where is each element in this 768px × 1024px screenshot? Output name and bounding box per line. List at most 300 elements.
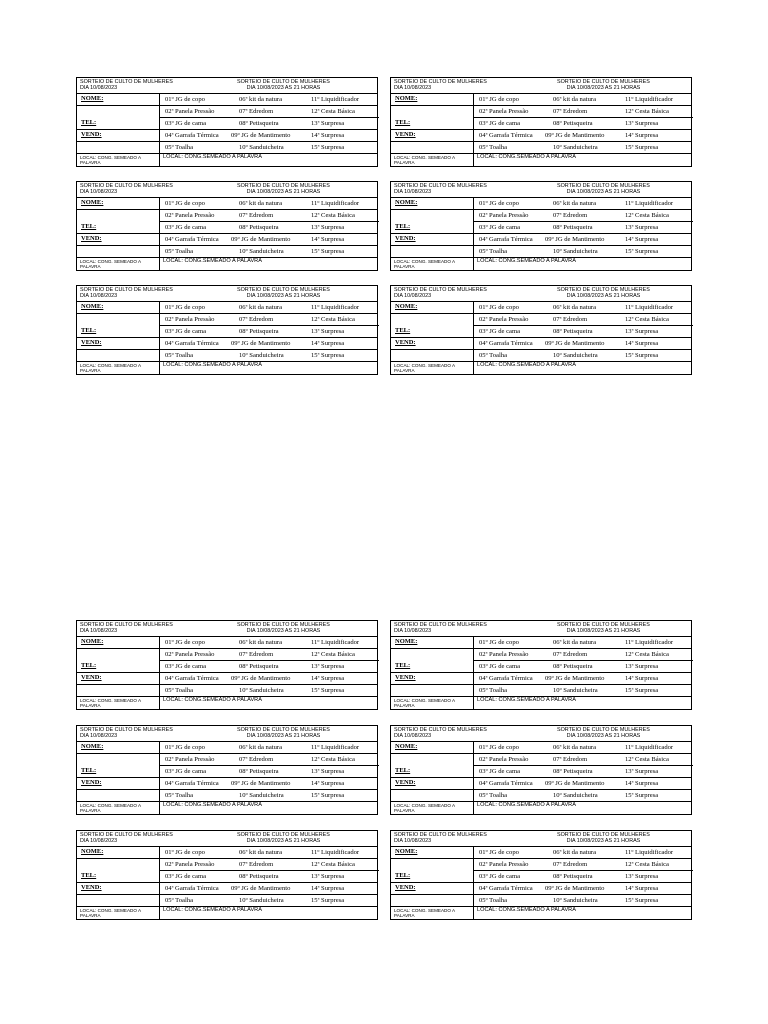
tel-label: TEL: bbox=[81, 119, 97, 126]
header-right-date: DIA 10/08/2023 AS 21 HORAS bbox=[566, 838, 641, 845]
footer-location: LOCAL: CONG.SEMEADO A PALAVRA bbox=[477, 802, 576, 808]
prize-09: 09º JG de Mantimento bbox=[545, 339, 605, 347]
ticket-footer bbox=[391, 153, 691, 165]
header-right bbox=[237, 727, 330, 739]
prize-14: 14ª Surpresa bbox=[311, 235, 345, 243]
raffle-ticket bbox=[390, 830, 692, 920]
nome-label: NOME: bbox=[81, 638, 104, 645]
prize-15: 15ª Surpresa bbox=[625, 351, 659, 359]
prize-12: 12ª Cesta Básica bbox=[625, 860, 669, 868]
ticket-footer bbox=[391, 696, 691, 708]
prize-06: 06ª kit da natura bbox=[239, 743, 283, 751]
header-right bbox=[557, 727, 650, 739]
prize-06: 06ª kit da natura bbox=[239, 638, 283, 646]
ticket-header bbox=[77, 182, 377, 198]
header-left bbox=[80, 832, 173, 844]
footer-left bbox=[394, 803, 455, 813]
footer-left-line1: LOCAL: CONG. SEMEADO A bbox=[394, 698, 456, 703]
footer-location: LOCAL: CONG.SEMEADO A PALAVRA bbox=[163, 362, 262, 368]
footer-left bbox=[80, 363, 141, 373]
prize-09: 09º JG de Mantimento bbox=[231, 779, 291, 787]
header-right bbox=[237, 832, 330, 844]
tel-label: TEL: bbox=[81, 662, 97, 669]
footer-left-line2: PALAVRA bbox=[394, 913, 415, 919]
header-right bbox=[237, 79, 330, 91]
footer-left-line2: PALAVRA bbox=[80, 703, 101, 709]
header-left bbox=[394, 79, 487, 91]
prize-01: 01º JG de copo bbox=[165, 638, 205, 646]
prize-01: 01º JG de copo bbox=[165, 95, 205, 103]
header-left-date: DIA 10/08/2023 bbox=[80, 189, 118, 196]
prize-02: 02ª Panela Pressão bbox=[165, 860, 215, 868]
footer-left-line2: PALAVRA bbox=[394, 160, 415, 166]
footer-left-line1: LOCAL: CONG. SEMEADO A bbox=[80, 259, 142, 264]
tel-label: TEL: bbox=[81, 223, 97, 230]
header-right-date: DIA 10/08/2023 AS 21 HORAS bbox=[566, 733, 641, 740]
header-left bbox=[80, 79, 173, 91]
prize-12: 12ª Cesta Básica bbox=[625, 315, 669, 323]
prize-07: 07ª Edredom bbox=[553, 860, 588, 868]
vend-label: VEND: bbox=[81, 131, 102, 138]
header-left bbox=[394, 832, 487, 844]
prize-05: 05º Toalha bbox=[479, 351, 508, 359]
prize-13: 13ª Surpresa bbox=[625, 872, 659, 880]
header-right-date: DIA 10/08/2023 AS 21 HORAS bbox=[246, 85, 321, 92]
prize-05: 05º Toalha bbox=[165, 791, 194, 799]
header-right bbox=[557, 183, 650, 195]
ticket-footer bbox=[77, 361, 377, 373]
prize-05: 05º Toalha bbox=[165, 896, 194, 904]
header-left-date: DIA 10/08/2023 bbox=[394, 189, 432, 196]
prize-13: 13ª Surpresa bbox=[625, 767, 659, 775]
prize-13: 13ª Surpresa bbox=[311, 767, 345, 775]
ticket-header bbox=[77, 621, 377, 637]
nome-label: NOME: bbox=[81, 743, 104, 750]
header-left bbox=[394, 287, 487, 299]
prize-11: 11º Liquidificador bbox=[311, 303, 360, 311]
prize-01: 01º JG de copo bbox=[165, 199, 205, 207]
header-left-title: SORTEIO DE CULTO DE MULHERES bbox=[394, 832, 487, 838]
vend-label: VEND: bbox=[81, 674, 102, 681]
prize-04: 04ª Garrafa Térmica bbox=[479, 235, 533, 243]
footer-left-line2: PALAVRA bbox=[80, 160, 101, 166]
prize-15: 15ª Surpresa bbox=[625, 791, 659, 799]
prize-05: 05º Toalha bbox=[165, 686, 194, 694]
vend-label: VEND: bbox=[81, 884, 102, 891]
prize-12: 12ª Cesta Básica bbox=[625, 107, 669, 115]
prize-04: 04ª Garrafa Térmica bbox=[479, 674, 533, 682]
prize-04: 04ª Garrafa Térmica bbox=[479, 131, 533, 139]
prize-15: 15ª Surpresa bbox=[311, 686, 345, 694]
footer-left bbox=[394, 908, 455, 918]
prize-15: 15ª Surpresa bbox=[311, 143, 345, 151]
header-right-title: SORTEIO DE CULTO DE MULHERES bbox=[237, 832, 330, 838]
prize-05: 05º Toalha bbox=[165, 351, 194, 359]
prize-05: 05º Toalha bbox=[479, 686, 508, 694]
prize-01: 01º JG de copo bbox=[479, 743, 519, 751]
header-left-date: DIA 10/08/2023 bbox=[80, 733, 118, 740]
prize-01: 01º JG de copo bbox=[479, 95, 519, 103]
prize-08: 08º Petisqueira bbox=[239, 327, 279, 335]
footer-location: LOCAL: CONG.SEMEADO A PALAVRA bbox=[477, 258, 576, 264]
footer-left bbox=[80, 908, 141, 918]
prize-12: 12ª Cesta Básica bbox=[625, 211, 669, 219]
header-left-title: SORTEIO DE CULTO DE MULHERES bbox=[80, 727, 173, 733]
prize-13: 13ª Surpresa bbox=[311, 872, 345, 880]
prize-14: 14ª Surpresa bbox=[625, 339, 659, 347]
prize-12: 12ª Cesta Básica bbox=[625, 650, 669, 658]
footer-left-line1: LOCAL: CONG. SEMEADO A bbox=[394, 908, 456, 913]
prize-09: 09º JG de Mantimento bbox=[545, 235, 605, 243]
header-left-title: SORTEIO DE CULTO DE MULHERES bbox=[394, 287, 487, 293]
ticket-header bbox=[391, 286, 691, 302]
header-left-date: DIA 10/08/2023 bbox=[394, 293, 432, 300]
footer-left-line2: PALAVRA bbox=[80, 808, 101, 814]
vend-label: VEND: bbox=[395, 674, 416, 681]
prize-12: 12ª Cesta Básica bbox=[311, 755, 355, 763]
nome-label: NOME: bbox=[395, 303, 418, 310]
footer-left-line2: PALAVRA bbox=[394, 368, 415, 374]
prize-06: 06ª kit da natura bbox=[553, 638, 597, 646]
prize-01: 01º JG de copo bbox=[479, 303, 519, 311]
prize-11: 11º Liquidificador bbox=[311, 638, 360, 646]
footer-left-line1: LOCAL: CONG. SEMEADO A bbox=[80, 155, 142, 160]
vend-label: VEND: bbox=[395, 779, 416, 786]
prize-07: 07ª Edredom bbox=[239, 650, 274, 658]
prize-01: 01º JG de copo bbox=[479, 199, 519, 207]
prize-10: 10º Sanduicheira bbox=[239, 686, 284, 694]
prize-15: 15ª Surpresa bbox=[625, 686, 659, 694]
header-left-title: SORTEIO DE CULTO DE MULHERES bbox=[80, 832, 173, 838]
prize-10: 10º Sanduicheira bbox=[553, 791, 598, 799]
prize-09: 09º JG de Mantimento bbox=[231, 339, 291, 347]
header-right-title: SORTEIO DE CULTO DE MULHERES bbox=[237, 287, 330, 293]
vend-label: VEND: bbox=[395, 339, 416, 346]
ticket-header bbox=[391, 621, 691, 637]
prize-07: 07ª Edredom bbox=[553, 650, 588, 658]
prize-09: 09º JG de Mantimento bbox=[231, 674, 291, 682]
prize-03: 03º JG de cama bbox=[165, 119, 207, 127]
prize-06: 06ª kit da natura bbox=[239, 303, 283, 311]
prize-02: 02ª Panela Pressão bbox=[165, 107, 215, 115]
prize-02: 02ª Panela Pressão bbox=[479, 755, 529, 763]
footer-left bbox=[80, 698, 141, 708]
ticket-header bbox=[77, 831, 377, 847]
header-right-date: DIA 10/08/2023 AS 21 HORAS bbox=[566, 293, 641, 300]
header-right-date: DIA 10/08/2023 AS 21 HORAS bbox=[246, 838, 321, 845]
header-left bbox=[394, 622, 487, 634]
ticket-footer bbox=[77, 696, 377, 708]
prize-13: 13ª Surpresa bbox=[625, 223, 659, 231]
prize-10: 10º Sanduicheira bbox=[239, 247, 284, 255]
prize-06: 06ª kit da natura bbox=[239, 848, 283, 856]
header-right bbox=[237, 622, 330, 634]
prize-05: 05º Toalha bbox=[165, 143, 194, 151]
footer-location: LOCAL: CONG.SEMEADO A PALAVRA bbox=[163, 697, 262, 703]
prize-05: 05º Toalha bbox=[479, 143, 508, 151]
nome-label: NOME: bbox=[395, 199, 418, 206]
header-left bbox=[394, 727, 487, 739]
prize-14: 14ª Surpresa bbox=[625, 235, 659, 243]
header-right-title: SORTEIO DE CULTO DE MULHERES bbox=[237, 622, 330, 628]
prize-03: 03º JG de cama bbox=[165, 767, 207, 775]
prize-10: 10º Sanduicheira bbox=[553, 896, 598, 904]
header-left-title: SORTEIO DE CULTO DE MULHERES bbox=[80, 183, 173, 189]
nome-label: NOME: bbox=[395, 95, 418, 102]
prize-07: 07ª Edredom bbox=[239, 107, 274, 115]
prize-07: 07ª Edredom bbox=[553, 107, 588, 115]
prize-02: 02ª Panela Pressão bbox=[165, 315, 215, 323]
prize-11: 11º Liquidificador bbox=[625, 303, 674, 311]
footer-location: LOCAL: CONG.SEMEADO A PALAVRA bbox=[477, 907, 576, 913]
tel-label: TEL: bbox=[81, 327, 97, 334]
prize-04: 04ª Garrafa Térmica bbox=[165, 884, 219, 892]
ticket-footer bbox=[77, 906, 377, 918]
prize-03: 03º JG de cama bbox=[165, 327, 207, 335]
header-left bbox=[80, 622, 173, 634]
prize-06: 06ª kit da natura bbox=[553, 303, 597, 311]
prize-14: 14ª Surpresa bbox=[311, 674, 345, 682]
ticket-footer bbox=[77, 257, 377, 269]
prize-01: 01º JG de copo bbox=[165, 303, 205, 311]
header-right-date: DIA 10/08/2023 AS 21 HORAS bbox=[566, 189, 641, 196]
nome-label: NOME: bbox=[81, 199, 104, 206]
prize-14: 14ª Surpresa bbox=[311, 131, 345, 139]
prize-08: 08º Petisqueira bbox=[239, 119, 279, 127]
prize-10: 10º Sanduicheira bbox=[239, 351, 284, 359]
nome-label: NOME: bbox=[81, 95, 104, 102]
header-right bbox=[237, 183, 330, 195]
prize-11: 11º Liquidificador bbox=[311, 199, 360, 207]
prize-03: 03º JG de cama bbox=[165, 872, 207, 880]
prize-01: 01º JG de copo bbox=[479, 638, 519, 646]
header-right-title: SORTEIO DE CULTO DE MULHERES bbox=[557, 727, 650, 733]
prize-12: 12ª Cesta Básica bbox=[311, 315, 355, 323]
raffle-ticket bbox=[76, 285, 378, 375]
header-left-date: DIA 10/08/2023 bbox=[80, 838, 118, 845]
ticket-footer bbox=[391, 801, 691, 813]
prize-15: 15ª Surpresa bbox=[311, 247, 345, 255]
prize-04: 04ª Garrafa Térmica bbox=[165, 235, 219, 243]
prize-04: 04ª Garrafa Térmica bbox=[479, 884, 533, 892]
prize-06: 06ª kit da natura bbox=[239, 95, 283, 103]
header-left-date: DIA 10/08/2023 bbox=[394, 838, 432, 845]
vend-label: VEND: bbox=[81, 779, 102, 786]
prize-07: 07ª Edredom bbox=[553, 315, 588, 323]
prize-02: 02ª Panela Pressão bbox=[165, 211, 215, 219]
prize-08: 08º Petisqueira bbox=[239, 872, 279, 880]
header-right bbox=[237, 287, 330, 299]
prize-11: 11º Liquidificador bbox=[311, 848, 360, 856]
prize-01: 01º JG de copo bbox=[479, 848, 519, 856]
header-left-title: SORTEIO DE CULTO DE MULHERES bbox=[80, 79, 173, 85]
prize-04: 04ª Garrafa Térmica bbox=[165, 674, 219, 682]
prize-15: 15ª Surpresa bbox=[311, 896, 345, 904]
prize-03: 03º JG de cama bbox=[479, 767, 521, 775]
raffle-ticket bbox=[390, 725, 692, 815]
header-right-title: SORTEIO DE CULTO DE MULHERES bbox=[557, 832, 650, 838]
header-right-title: SORTEIO DE CULTO DE MULHERES bbox=[237, 79, 330, 85]
vend-label: VEND: bbox=[81, 339, 102, 346]
prize-09: 09º JG de Mantimento bbox=[545, 131, 605, 139]
prize-10: 10º Sanduicheira bbox=[553, 686, 598, 694]
prize-12: 12ª Cesta Básica bbox=[311, 107, 355, 115]
prize-02: 02ª Panela Pressão bbox=[479, 211, 529, 219]
prize-08: 08º Petisqueira bbox=[553, 223, 593, 231]
footer-left-line2: PALAVRA bbox=[80, 264, 101, 270]
prize-13: 13ª Surpresa bbox=[625, 662, 659, 670]
prize-14: 14ª Surpresa bbox=[625, 884, 659, 892]
prize-11: 11º Liquidificador bbox=[311, 743, 360, 751]
header-right-date: DIA 10/08/2023 AS 21 HORAS bbox=[246, 293, 321, 300]
prize-07: 07ª Edredom bbox=[239, 860, 274, 868]
prize-13: 13ª Surpresa bbox=[311, 662, 345, 670]
raffle-ticket bbox=[390, 77, 692, 167]
footer-left-line2: PALAVRA bbox=[394, 264, 415, 270]
vend-label: VEND: bbox=[81, 235, 102, 242]
header-left-date: DIA 10/08/2023 bbox=[394, 628, 432, 635]
vend-label: VEND: bbox=[395, 235, 416, 242]
footer-location: LOCAL: CONG.SEMEADO A PALAVRA bbox=[163, 258, 262, 264]
header-left-title: SORTEIO DE CULTO DE MULHERES bbox=[394, 79, 487, 85]
header-left-title: SORTEIO DE CULTO DE MULHERES bbox=[80, 287, 173, 293]
header-right-title: SORTEIO DE CULTO DE MULHERES bbox=[557, 287, 650, 293]
footer-left-line1: LOCAL: CONG. SEMEADO A bbox=[80, 908, 142, 913]
header-right-title: SORTEIO DE CULTO DE MULHERES bbox=[557, 622, 650, 628]
prize-08: 08º Petisqueira bbox=[553, 662, 593, 670]
prize-15: 15ª Surpresa bbox=[625, 896, 659, 904]
prize-09: 09º JG de Mantimento bbox=[231, 884, 291, 892]
nome-label: NOME: bbox=[81, 303, 104, 310]
footer-left-line1: LOCAL: CONG. SEMEADO A bbox=[394, 259, 456, 264]
footer-left bbox=[394, 259, 455, 269]
footer-left bbox=[80, 259, 141, 269]
prize-12: 12ª Cesta Básica bbox=[311, 860, 355, 868]
prize-05: 05º Toalha bbox=[479, 247, 508, 255]
header-right-date: DIA 10/08/2023 AS 21 HORAS bbox=[246, 628, 321, 635]
prize-14: 14ª Surpresa bbox=[625, 131, 659, 139]
prize-11: 11º Liquidificador bbox=[625, 199, 674, 207]
footer-location: LOCAL: CONG.SEMEADO A PALAVRA bbox=[477, 697, 576, 703]
prize-02: 02ª Panela Pressão bbox=[165, 755, 215, 763]
header-left-title: SORTEIO DE CULTO DE MULHERES bbox=[394, 183, 487, 189]
raffle-ticket bbox=[76, 77, 378, 167]
ticket-header bbox=[77, 726, 377, 742]
raffle-ticket bbox=[76, 830, 378, 920]
prize-08: 08º Petisqueira bbox=[553, 327, 593, 335]
prize-08: 08º Petisqueira bbox=[239, 662, 279, 670]
prize-02: 02ª Panela Pressão bbox=[479, 860, 529, 868]
prize-10: 10º Sanduicheira bbox=[553, 143, 598, 151]
prize-12: 12ª Cesta Básica bbox=[625, 755, 669, 763]
header-left-title: SORTEIO DE CULTO DE MULHERES bbox=[80, 622, 173, 628]
footer-left-line1: LOCAL: CONG. SEMEADO A bbox=[394, 803, 456, 808]
ticket-header bbox=[391, 726, 691, 742]
prize-03: 03º JG de cama bbox=[165, 223, 207, 231]
footer-location: LOCAL: CONG.SEMEADO A PALAVRA bbox=[477, 154, 576, 160]
footer-left-line1: LOCAL: CONG. SEMEADO A bbox=[80, 363, 142, 368]
raffle-ticket bbox=[390, 181, 692, 271]
prize-07: 07ª Edredom bbox=[553, 755, 588, 763]
footer-left bbox=[394, 155, 455, 165]
prize-13: 13ª Surpresa bbox=[311, 119, 345, 127]
prize-03: 03º JG de cama bbox=[479, 223, 521, 231]
tel-label: TEL: bbox=[81, 767, 97, 774]
header-left bbox=[80, 183, 173, 195]
prize-10: 10º Sanduicheira bbox=[553, 247, 598, 255]
nome-label: NOME: bbox=[395, 848, 418, 855]
prize-09: 09º JG de Mantimento bbox=[545, 674, 605, 682]
header-right bbox=[557, 832, 650, 844]
header-left-date: DIA 10/08/2023 bbox=[80, 628, 118, 635]
ticket-footer bbox=[391, 906, 691, 918]
header-right bbox=[557, 287, 650, 299]
vend-label: VEND: bbox=[395, 131, 416, 138]
header-right-title: SORTEIO DE CULTO DE MULHERES bbox=[237, 727, 330, 733]
header-left bbox=[80, 727, 173, 739]
prize-05: 05º Toalha bbox=[165, 247, 194, 255]
footer-left-line2: PALAVRA bbox=[80, 913, 101, 919]
ticket-header bbox=[391, 78, 691, 94]
header-right-title: SORTEIO DE CULTO DE MULHERES bbox=[237, 183, 330, 189]
prize-14: 14ª Surpresa bbox=[311, 779, 345, 787]
header-left-title: SORTEIO DE CULTO DE MULHERES bbox=[394, 622, 487, 628]
prize-07: 07ª Edredom bbox=[239, 211, 274, 219]
footer-left-line2: PALAVRA bbox=[80, 368, 101, 374]
prize-09: 09º JG de Mantimento bbox=[545, 884, 605, 892]
prize-10: 10º Sanduicheira bbox=[239, 143, 284, 151]
prize-11: 11º Liquidificador bbox=[625, 638, 674, 646]
tel-label: TEL: bbox=[395, 119, 411, 126]
prize-03: 03º JG de cama bbox=[479, 119, 521, 127]
prize-15: 15ª Surpresa bbox=[311, 791, 345, 799]
prize-06: 06ª kit da natura bbox=[553, 199, 597, 207]
header-left-title: SORTEIO DE CULTO DE MULHERES bbox=[394, 727, 487, 733]
prize-08: 08º Petisqueira bbox=[239, 767, 279, 775]
prize-07: 07ª Edredom bbox=[553, 211, 588, 219]
footer-left-line2: PALAVRA bbox=[394, 703, 415, 709]
footer-left bbox=[394, 363, 455, 373]
prize-07: 07ª Edredom bbox=[239, 755, 274, 763]
prize-11: 11º Liquidificador bbox=[625, 848, 674, 856]
footer-left-line2: PALAVRA bbox=[394, 808, 415, 814]
header-right-date: DIA 10/08/2023 AS 21 HORAS bbox=[566, 628, 641, 635]
prize-06: 06ª kit da natura bbox=[553, 743, 597, 751]
prize-10: 10º Sanduicheira bbox=[239, 896, 284, 904]
prize-09: 09º JG de Mantimento bbox=[545, 779, 605, 787]
prize-06: 06ª kit da natura bbox=[553, 95, 597, 103]
ticket-header bbox=[391, 182, 691, 198]
prize-03: 03º JG de cama bbox=[165, 662, 207, 670]
prize-15: 15ª Surpresa bbox=[625, 143, 659, 151]
prize-08: 08º Petisqueira bbox=[239, 223, 279, 231]
header-right-title: SORTEIO DE CULTO DE MULHERES bbox=[557, 183, 650, 189]
footer-left bbox=[80, 155, 141, 165]
prize-04: 04ª Garrafa Térmica bbox=[165, 779, 219, 787]
prize-03: 03º JG de cama bbox=[479, 327, 521, 335]
raffle-ticket bbox=[390, 620, 692, 710]
prize-09: 09º JG de Mantimento bbox=[231, 131, 291, 139]
ticket-header bbox=[77, 78, 377, 94]
prize-14: 14ª Surpresa bbox=[625, 674, 659, 682]
ticket-footer bbox=[77, 153, 377, 165]
footer-location: LOCAL: CONG.SEMEADO A PALAVRA bbox=[163, 802, 262, 808]
prize-06: 06ª kit da natura bbox=[553, 848, 597, 856]
prize-15: 15ª Surpresa bbox=[311, 351, 345, 359]
prize-04: 04ª Garrafa Térmica bbox=[165, 339, 219, 347]
ticket-footer bbox=[391, 257, 691, 269]
ticket-header bbox=[391, 831, 691, 847]
